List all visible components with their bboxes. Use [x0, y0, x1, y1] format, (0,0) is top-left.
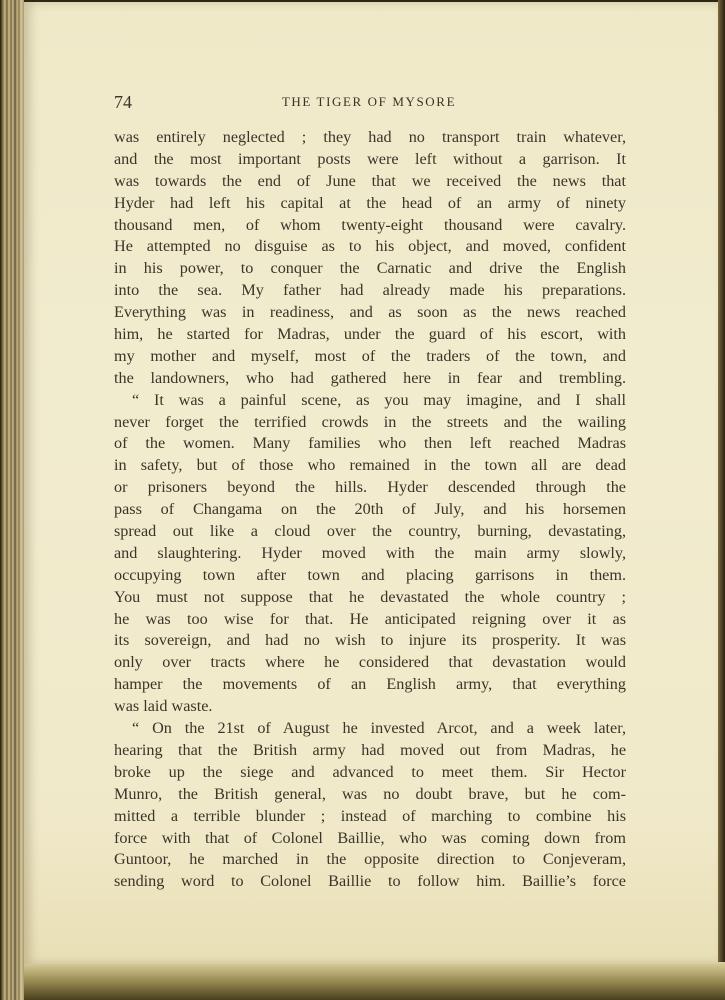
text-line: Guntoor, he marched in the opposite direction to Conjeveram, [114, 850, 626, 869]
text-line: hearing that the British army had moved out from Madras, he [114, 740, 626, 759]
text-line: in his power, to conquer the Carnatic and drive the English [114, 259, 626, 278]
text-line: its sovereign, and had no wish to injure its prosperity. It was [114, 631, 626, 650]
body-text [114, 127, 626, 893]
text-line: “ On the 21st of August he invested Arcot, and a week later, [132, 719, 626, 738]
text-line: never forget the terrified crowds in the streets and the wailing [114, 412, 626, 431]
text-line: was entirely neglected ; they had no transport train whatever, [114, 128, 626, 146]
text-line: thousand men, of whom twenty-eight thousand were cavalry. [114, 215, 626, 234]
text-line: “ It was a painful scene, as you may imagine, and I shall [132, 390, 626, 409]
text-line: and the most important posts were left without a garrison. It [114, 149, 626, 168]
text-line: broke up the siege and advanced to meet them. Sir Hector [114, 762, 626, 781]
text-line: hamper the movements of an English army, that everything [114, 675, 626, 694]
text-line: into the sea. My father had already made his preparations. [114, 281, 626, 300]
text-line: mitted a terrible blunder ; instead of marching to combine his [114, 806, 626, 825]
text-line: and slaughtering. Hyder moved with the main army slowly, [114, 543, 626, 562]
text-line: the landowners, who had gathered here in fear and trembling. [114, 368, 626, 387]
text-line: You must not suppose that he devastated the whole country ; [114, 587, 626, 606]
text-line: or prisoners beyond the hills. Hyder descended through the [114, 478, 626, 497]
text-line: Everything was in readiness, and as soon as the news reached [114, 303, 626, 322]
text-line: sending word to Colonel Baillie to follow him. Baillie’s force [114, 872, 626, 891]
running-head [114, 92, 624, 118]
text-line: in safety, but of those who remained in the town all are dead [114, 456, 626, 475]
running-head-title: THE TIGER OF MYSORE [281, 94, 457, 109]
text-line: him, he started for Madras, under the guard of his escort, with [114, 325, 626, 344]
book-binding-edge [0, 0, 24, 1000]
text-line: occupying town after town and placing garrisons in them. [114, 565, 626, 584]
page-number: 74 [114, 92, 132, 112]
text-line: pass of Changama on the 20th of July, and his horsemen [114, 500, 626, 519]
text-line: was towards the end of June that we received the news that [114, 171, 626, 190]
text-line: He attempted no disguise as to his object, and moved, confident [114, 237, 626, 256]
text-line: my mother and myself, most of the traders of the town, and [114, 346, 626, 365]
text-line: only over tracts where he considered that devastation would [114, 653, 626, 672]
text-line: Munro, the British general, was no doubt brave, but he com- [114, 784, 626, 803]
text-line: of the women. Many families who then left reached Madras [114, 434, 626, 453]
text-line: force with that of Colonel Baillie, who was coming down from [114, 828, 626, 847]
text-line: he was too wise for that. He anticipated reigning over it as [114, 609, 626, 628]
text-line: Hyder had left his capital at the head of an army of ninety [114, 193, 626, 212]
right-page-edge [718, 0, 725, 1000]
bottom-page-edge [24, 962, 725, 1000]
text-line: was laid waste. [114, 697, 213, 716]
text-line: spread out like a cloud over the country, burning, devastating, [114, 522, 626, 541]
